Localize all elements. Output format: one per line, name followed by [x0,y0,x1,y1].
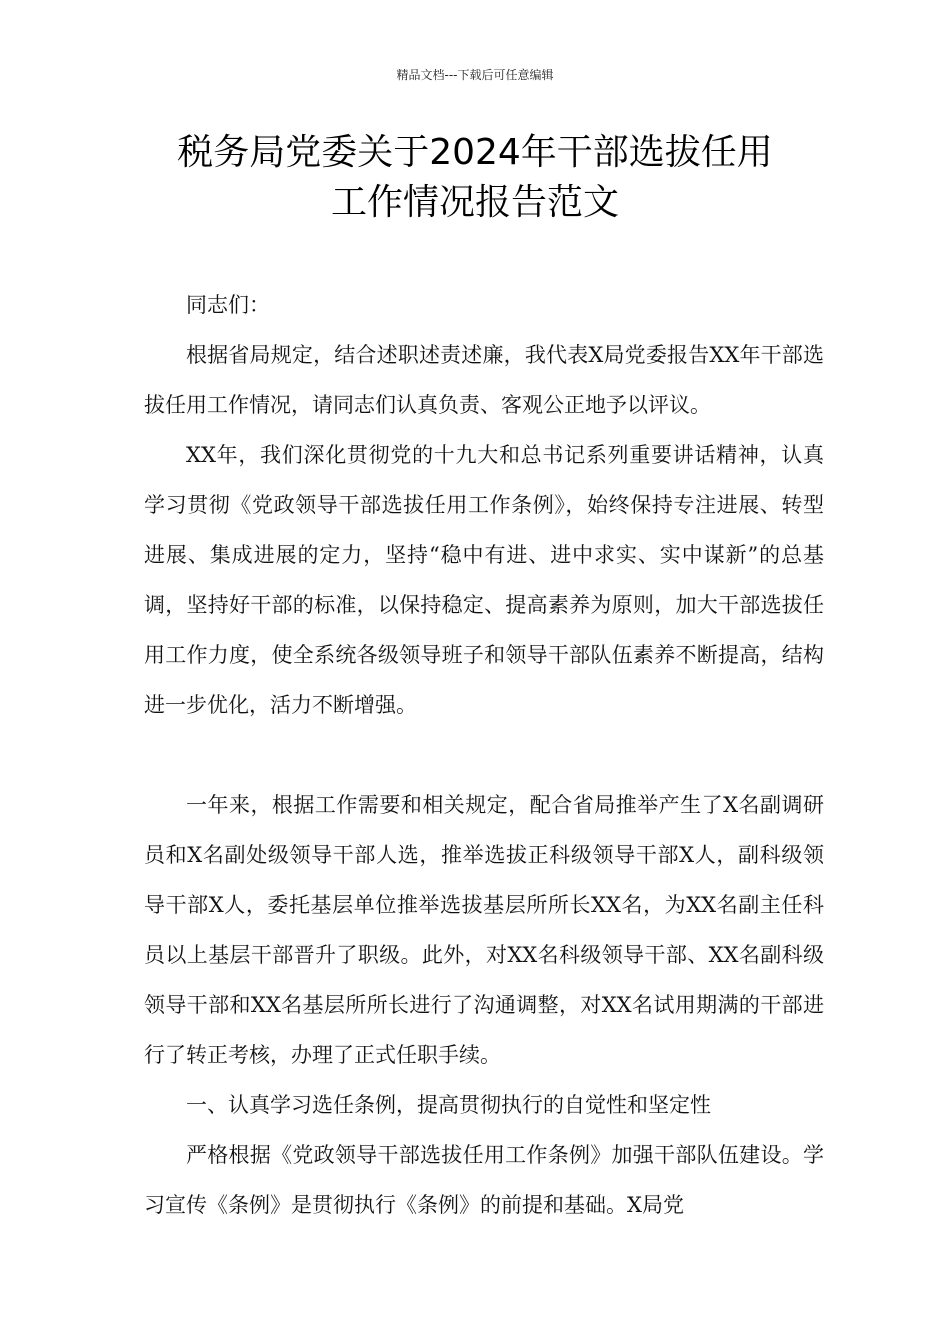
document-title [0,128,950,228]
document-body [144,280,824,1230]
section-heading-1: 一、认真学习选任条例，提高贯彻执行的自觉性和坚定性 [186,1093,711,1117]
title-line-1: 税务局党委关于2024年干部选拔任用 [177,132,773,173]
paragraph-section-1: 严格根据《党政领导干部选拔任用工作条例》加强干部队伍建设。学习宣传《条例》是贯彻执行《条例》的前提和基础。X局党 [144,1143,824,1217]
salutation: 同志们： [186,293,270,317]
paragraph-overview: XX年，我们深化贯彻党的十九大和总书记系列重要讲话精神，认真学习贯彻《党政领导干部选拔任用工作条例》，始终保持专注进展、转型进展、集成进展的定力，坚持“稳中有进、进中求实、实中谋新”的总基调，坚持好干部的标准，以保持稳定、提高素养为原则，加大干部选拔任用工作力度，使全系统各级领导班子和领导干部队伍素养不断提高，结构进一步优化，活力不断增强。 [144,443,824,717]
title-line-2: 工作情况报告范文 [330,182,619,223]
page-header: 精品文档---下载后可任意编辑 [396,68,554,82]
paragraph-intro: 根据省局规定，结合述职述责述廉，我代表X局党委报告XX年干部选拔任用工作情况，请同志们认真负责、客观公正地予以评议。 [144,343,824,417]
paragraph-summary: 一年来，根据工作需要和相关规定，配合省局推举产生了X名副调研员和X名副处级领导干部人选，推举选拔正科级领导干部X人，副科级领导干部X人，委托基层单位推举选拔基层所所长XX名，为XX名副主任科员以上基层干部晋升了职级。此外，对XX名科级领导干部、XX名副科级领导干部和XX名基层所所长进行了沟通调整，对XX名试用期满的干部进行了转正考核，办理了正式任职手续。 [144,793,824,1067]
